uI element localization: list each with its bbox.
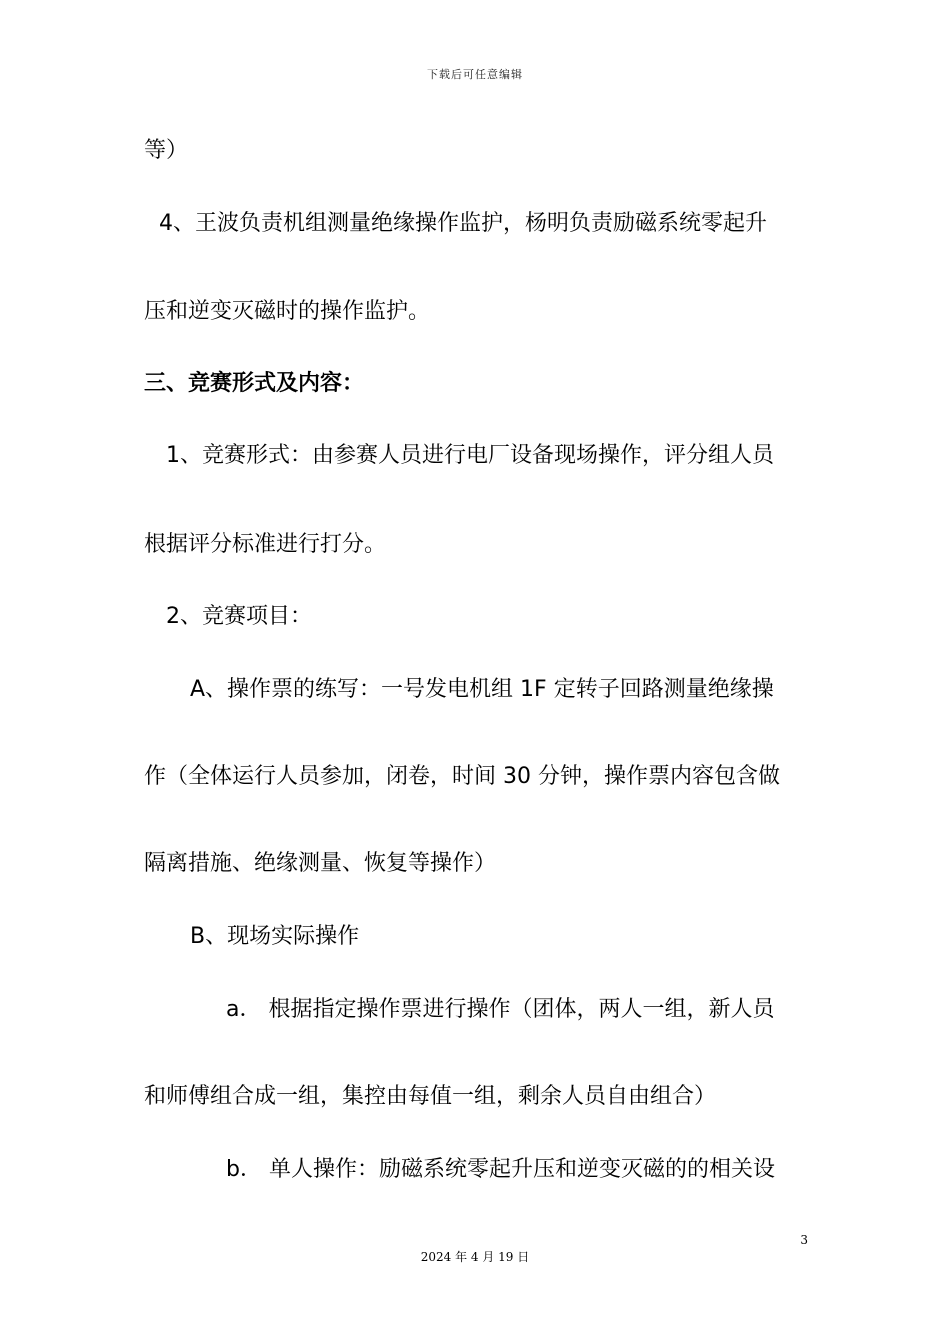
section-heading: 三、竞赛形式及内容： bbox=[144, 371, 365, 396]
text-line: A、操作票的练写：一号发电机组 1F 定转子回路测量绝缘操 bbox=[190, 677, 774, 702]
text-line: 4、王波负责机组测量绝缘操作监护，杨明负责励磁系统零起升 bbox=[159, 211, 767, 236]
text-line: 压和逆变灭磁时的操作监护。 bbox=[144, 299, 431, 324]
text-line: 2、竞赛项目： bbox=[166, 604, 312, 629]
page-header: 下载后可任意编辑 bbox=[427, 68, 523, 81]
text-line: b． 单人操作：励磁系统零起升压和逆变灭磁的的相关设 bbox=[226, 1157, 775, 1182]
text-line: 和师傅组合成一组，集控由每值一组，剩余人员自由组合） bbox=[144, 1084, 717, 1109]
text-line: 作（全体运行人员参加，闭卷，时间 30 分钟，操作票内容包含做 bbox=[144, 764, 780, 789]
text-line: a． 根据指定操作票进行操作（团体，两人一组，新人员 bbox=[226, 997, 775, 1022]
page-number: 3 bbox=[800, 1233, 808, 1247]
text-line: 1、竞赛形式：由参赛人员进行电厂设备现场操作，评分组人员 bbox=[166, 443, 774, 468]
text-line: 等） bbox=[144, 138, 189, 163]
footer-date: 2024 年 4 月 19 日 bbox=[420, 1250, 530, 1264]
text-line: 根据评分标准进行打分。 bbox=[144, 532, 387, 557]
text-line: 隔离措施、绝缘测量、恢复等操作） bbox=[144, 851, 497, 876]
text-line: B、现场实际操作 bbox=[190, 924, 360, 949]
